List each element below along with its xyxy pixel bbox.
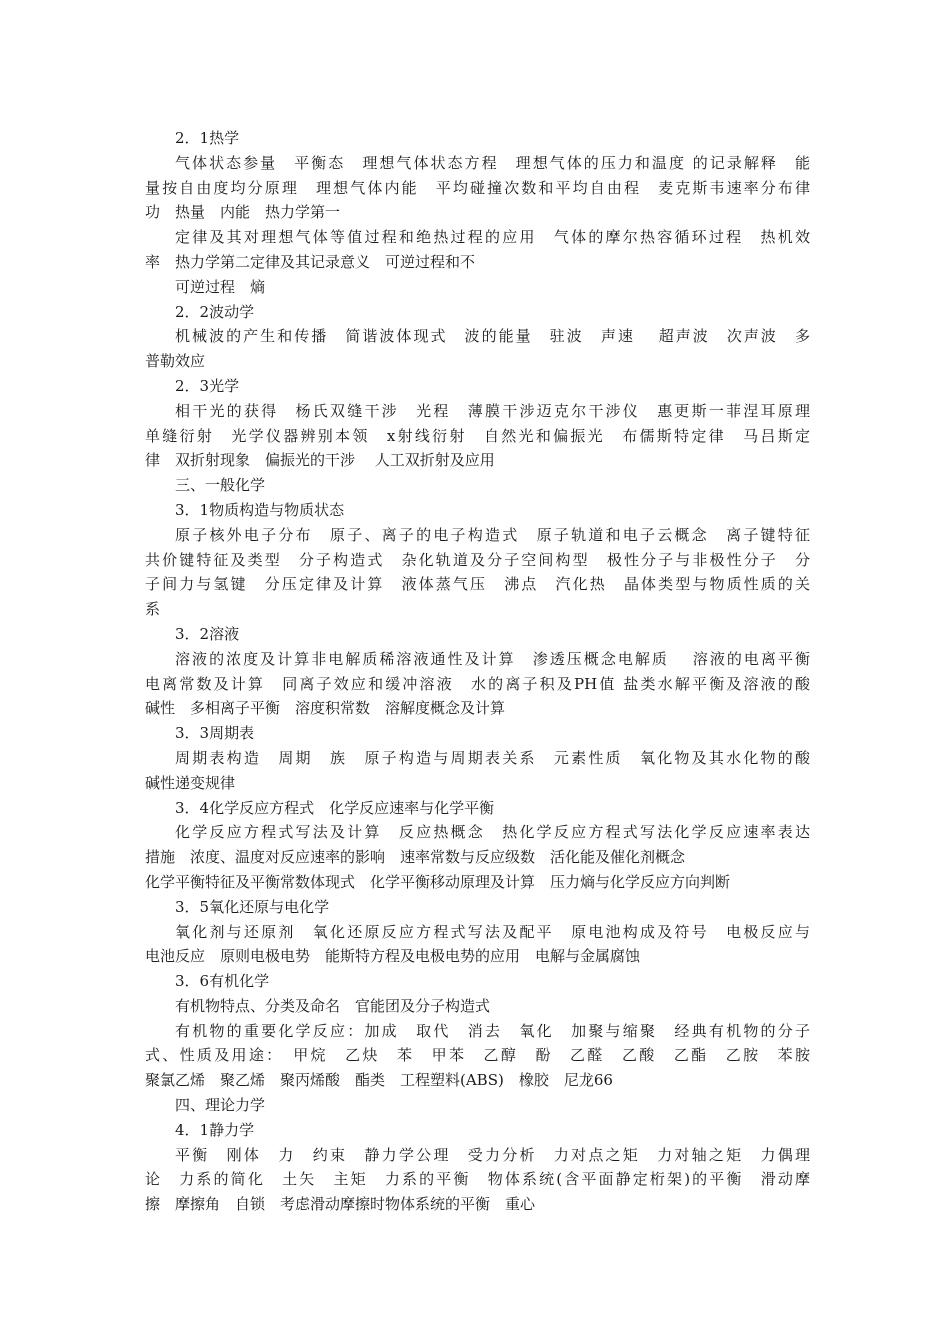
text-line: 相干光的获得 杨氏双缝干涉 光程 薄膜干涉迈克尔干涉仪 惠更斯一菲涅耳原理 [175,401,810,420]
text-line: 2．2波动学 [175,302,255,321]
text-line: 2．1热学 [175,129,240,147]
text-line: 单缝衍射 光学仪器辨别本领 x射线衍射 自然光和偏振光 布儒斯特定律 马吕斯定 [145,426,810,445]
text-line: 化学反应方程式写法及计算 反应热概念 热化学反应方程式写法化学反应速率表达 [175,823,810,842]
text-line: 功 热量 内能 热力学第一 [145,203,341,222]
text-line: 周期表构造 周期 族 原子构造与周期表关系 元素性质 氧化物及其水化物的酸 [175,748,810,767]
text-line: 共价键特征及类型 分子构造式 杂化轨道及分子空间构型 极性分子与非极性分子 分 [145,550,810,569]
text-line: 有机物特点、分类及命名 官能团及分子构造式 [175,996,491,1015]
text-line: 可逆过程 熵 [175,277,266,296]
text-line: 2．3光学 [175,376,240,395]
document-body [145,126,810,1217]
text-line: 措施 浓度、温度对反应速率的影响 速率常数与反应级数 活化能及催化剂概念 [145,848,686,867]
text-line: 3．6有机化学 [175,972,270,991]
text-line: 碱性 多相离子平衡 溶度积常数 溶解度概念及计算 [145,699,506,718]
text-line: 四、理论力学 [175,1096,266,1115]
text-line: 率 热力学第二定律及其记录意义 可逆过程和不 [145,252,476,271]
text-line: 聚氯乙烯 聚乙烯 聚丙烯酸 酯类 工程塑料(ABS) 橡胶 尼龙66 [145,1071,613,1090]
text-line: 机械波的产生和传播 简谐波体现式 波的能量 驻波 声速 超声波 次声波 多 [175,327,810,346]
text-line: 子间力与氢键 分压定律及计算 液体蒸气压 沸点 汽化热 晶体类型与物质性质的关 [145,575,810,594]
text-line: 3．5氧化还原与电化学 [175,897,330,916]
text-line: 平衡 刚体 力 约束 静力学公理 受力分析 力对点之矩 力对轴之矩 力偶理 [175,1145,810,1164]
text-line: 普勒效应 [145,352,206,371]
text-line: 电离常数及计算 同离子效应和缓冲溶液 水的离子积及PH值 盐类水解平衡及溶液的酸 [145,674,810,693]
text-line: 氧化剂与还原剂 氧化还原反应方程式写法及配平 原电池构成及符号 电极反应与 [175,922,810,941]
text-line: 论 力系的简化 土矢 主矩 力系的平衡 物体系统(含平面静定桁架)的平衡 滑动摩 [145,1170,810,1189]
text-line: 化学平衡特征及平衡常数体现式 化学平衡移动原理及计算 压力熵与化学反应方向判断 [145,872,731,891]
text-line: 有机物的重要化学反应：加成 取代 消去 氧化 加聚与缩聚 经典有机物的分子 [175,1021,810,1040]
text-line: 3．2溶液 [175,624,240,643]
text-line: 电池反应 原则电极电势 能斯特方程及电极电势的应用 电解与金属腐蚀 [145,947,641,966]
text-line: 律 双折射现象 偏振光的干涉 人工双折射及应用 [145,451,495,470]
text-line: 溶液的浓度及计算非电解质稀溶液通性及计算 渗透压概念电解质 溶液的电离平衡 [175,649,810,668]
text-line: 三、一般化学 [175,476,266,495]
text-line: 原子核外电子分布 原子、离子的电子构造式 原子轨道和电子云概念 离子键特征 [175,525,810,544]
text-line: 系 [145,600,161,619]
text-line: 式、性质及用途： 甲烷 乙炔 苯 甲苯 乙醇 酚 乙醛 乙酸 乙酯 乙胺 苯胺 [145,1046,810,1065]
text-line: 3．1物质构造与物质状态 [175,500,345,519]
text-line: 4．1静力学 [175,1120,255,1139]
text-line: 定律及其对理想气体等值过程和绝热过程的应用 气体的摩尔热容循环过程 热机效 [175,228,810,247]
text-line: 3．3周期表 [175,724,255,743]
text-line: 碱性递变规律 [145,773,236,792]
text-line: 擦 摩擦角 自锁 考虑滑动摩擦时物体系统的平衡 重心 [145,1195,536,1214]
text-line: 量按自由度均分原理 理想气体内能 平均碰撞次数和平均自由程 麦克斯韦速率分布律 [145,178,810,197]
text-line: 3．4化学反应方程式 化学反应速率与化学平衡 [175,798,495,817]
text-line: 气体状态参量 平衡态 理想气体状态方程 理想气体的压力和温度 的记录解释 能 [175,153,810,172]
